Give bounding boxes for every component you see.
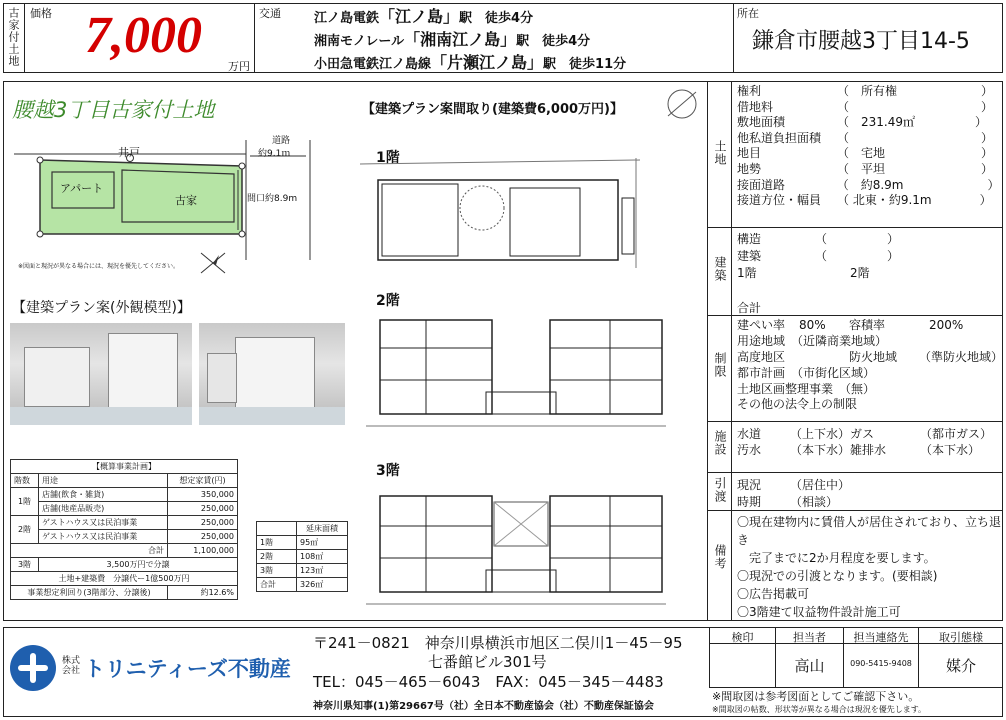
sewage-value: （本下水）: [790, 443, 851, 457]
road-width: 約9.1ｍ: [258, 149, 291, 159]
north-arrow-icon: [662, 86, 704, 120]
list-item: 敷地面積 （ 231.49㎡ ）: [737, 115, 987, 130]
old-house-label: 古家: [175, 194, 197, 207]
company-license: 神奈川県知事(1)第29667号（社）全日本不動産協会（社）不動産保証協会: [313, 701, 654, 712]
traffic-label: 交通: [259, 7, 281, 20]
budget-title: 【概算事業計画】: [11, 460, 238, 474]
map-note: ※図面と現況が異なる場合には、現況を優先してください。: [18, 263, 180, 270]
property-type: 古家付土地: [3, 3, 25, 73]
list-item: 〇3階建て収益物件設計施工可: [737, 605, 901, 619]
built-value: （ ）: [815, 249, 900, 263]
location-value: 鎌倉市腰越3丁目14-5: [752, 29, 970, 54]
list-item: 地目 （ 宅地 ）: [737, 146, 994, 161]
table-row: 2階 ゲストハウス又は民泊事業 250,000: [11, 516, 238, 530]
list-item: 完了までに2か月程度を要します。: [737, 551, 936, 565]
list-item: 地勢 （ 平坦 ）: [737, 161, 994, 176]
table-row: 1階 95㎡: [257, 536, 348, 550]
floor-area-table: 延床面積 1階 95㎡ 2階 108㎡ 3階 123㎡ 合計 326㎡: [256, 521, 348, 592]
gas-label: ガス: [850, 427, 875, 441]
list-item: 接面道路 （ 約8.9m ）: [737, 177, 1000, 192]
mode-value: 媒介: [945, 657, 976, 675]
price-label: 価格: [30, 7, 52, 20]
building-f2: 2階: [850, 266, 870, 280]
list-item: 接道方位・幅員 （ 北東・約9.1m ）: [737, 193, 992, 208]
budget-table: 【概算事業計画】 階数 用途 想定家賃(円) 1階 店舗(飲食・雑貨) 350,000 店舗(地産品販売) 250,000 2階 ゲストハウス又は民泊事業 250,000 ゲストハウス又は民泊事業 250,000 合計 1,100,000 3階 3,500万円で分譲 土地+建築費 分譲代ー1億500万円 事業想定利回り(3階部分、分譲後) 約12.6%: [10, 459, 238, 600]
building-total: 合計: [737, 301, 762, 315]
list-item: 建ぺい率 80% 容積率 200%: [737, 318, 964, 332]
list-item: 〇現在建物内に賃借人が居住されており、立ち退き: [737, 515, 1002, 547]
company-address: 〒241－0821 神奈川県横浜市旭区二俣川1－45－95: [313, 634, 683, 652]
drain-value: （本下水）: [920, 443, 981, 457]
restriction-side-label: 制限: [713, 352, 727, 378]
building-f1: 1階: [737, 266, 757, 280]
traffic-item: 湘南モノレール「湘南江ノ島」駅 徒歩4分: [314, 30, 591, 49]
facilities-side-label: 施設: [713, 430, 727, 456]
status-value: （居住中）: [790, 478, 851, 492]
status-label: 現況: [737, 478, 762, 492]
list-item: 都市計画 （市街化区域）: [737, 365, 876, 380]
water-label: 水道: [737, 427, 762, 441]
floor1-label: 1階: [376, 150, 400, 166]
floor2-plan: [366, 308, 696, 436]
footer-note-2: ※間取図の帖数、形状等が異なる場合は現況を優先します。: [712, 705, 927, 714]
land-list: [737, 84, 999, 209]
company-name: トリニティーズ不動産: [84, 657, 291, 681]
frontage-label: 間口約8.9m: [247, 194, 298, 204]
company-tel: TEL：045－465－6043 FAX：045－345－4483: [313, 673, 664, 691]
model-photo-front: [10, 323, 192, 425]
table-row: ゲストハウス又は民泊事業 250,000: [11, 530, 238, 544]
remarks-side-label: 備考: [713, 544, 727, 570]
price-unit: 万円: [228, 60, 250, 73]
list-item: 他私道負担面積 （ ）: [737, 130, 994, 145]
floor2-label: 2階: [376, 293, 400, 309]
list-item: 権利 （ 所有権 ）: [737, 84, 994, 98]
plan-title: 【建築プラン案間取り(建築費6,000万円)】: [362, 102, 624, 117]
floor3-plan: [366, 486, 696, 614]
traffic-item: 江ノ島電鉄「江ノ島」駅 徒歩4分: [314, 7, 534, 26]
inspect-label: 検印: [731, 631, 754, 644]
apartment-label: アパート: [60, 182, 104, 195]
road-label: 道路: [272, 136, 291, 146]
price-value: 7,000: [85, 7, 202, 64]
traffic-list: [314, 6, 626, 75]
list-item: 〇現況での引渡となります。(要相談): [737, 569, 938, 583]
location-label: 所在: [737, 7, 759, 20]
table-row: 合計 1,100,000: [11, 544, 238, 558]
table-row: 土地+建築費 分譲代ー1億500万円: [11, 572, 238, 586]
traffic-item: 小田急電鉄江ノ島線「片瀬江ノ島」駅 徒歩11分: [314, 53, 627, 72]
person-value: 高山: [794, 657, 825, 675]
water-value: （上下水）: [790, 427, 851, 441]
model-photo-side: [199, 323, 345, 425]
table-row: 店舗(地産品販売) 250,000: [11, 502, 238, 516]
mode-label: 取引態様: [939, 631, 983, 644]
table-row: 1階 店舗(飲食・雑貨) 350,000: [11, 488, 238, 502]
building-side-label: 建築: [713, 256, 727, 282]
list-item: 高度地区 防火地域 （準防火地域）: [737, 349, 1004, 364]
property-title: 腰越3丁目古家付土地: [12, 98, 215, 122]
sewage-label: 汚水: [737, 443, 762, 457]
list-item: 借地料 （ ）: [737, 99, 994, 114]
restriction-list: [737, 318, 1004, 413]
list-item: 〇広告掲載可: [737, 587, 810, 601]
company-logo-icon: [10, 645, 56, 691]
compass-icon: [198, 250, 228, 276]
table-row: 3階 3,500万円で分譲: [11, 558, 238, 572]
well-label: 井戸: [118, 146, 140, 159]
table-row: 2階 108㎡: [257, 550, 348, 564]
person-label: 担当者: [793, 631, 826, 644]
land-side-label: 土地: [713, 140, 727, 166]
table-row: 3階 123㎡: [257, 564, 348, 578]
handover-side-label: 引渡: [713, 477, 727, 503]
company-logo-small: 株式会社: [62, 656, 81, 676]
timing-label: 時期: [737, 495, 762, 509]
floor3-label: 3階: [376, 463, 400, 479]
company-building: 七番館ビル301号: [428, 653, 547, 671]
list-item: 土地区画整理事業 （無）: [737, 381, 876, 396]
gas-value: （都市ガス）: [920, 427, 993, 441]
floor1-plan: [360, 158, 700, 270]
built-label: 建築: [737, 249, 762, 263]
contact-value: 090-5415-9408: [850, 659, 912, 668]
drain-label: 雑排水: [850, 443, 887, 457]
plan-model-title: 【建築プラン案(外観模型)】: [12, 300, 191, 316]
list-item: その他の法令上の制限: [737, 397, 858, 412]
remarks-list: [737, 513, 1001, 621]
contact-label: 担当連絡先: [853, 631, 909, 644]
structure-label: 構造: [737, 232, 762, 246]
table-row: 事業想定利回り(3階部分、分譲後) 約12.6%: [11, 586, 238, 600]
structure-value: （ ）: [815, 232, 900, 246]
footer-note-1: ※間取図は参考図面としてご確認下さい。: [712, 690, 920, 703]
list-item: 用途地域 （近隣商業地域）: [737, 334, 888, 348]
table-row: 合計 326㎡: [257, 578, 348, 592]
timing-value: （相談）: [790, 495, 839, 509]
